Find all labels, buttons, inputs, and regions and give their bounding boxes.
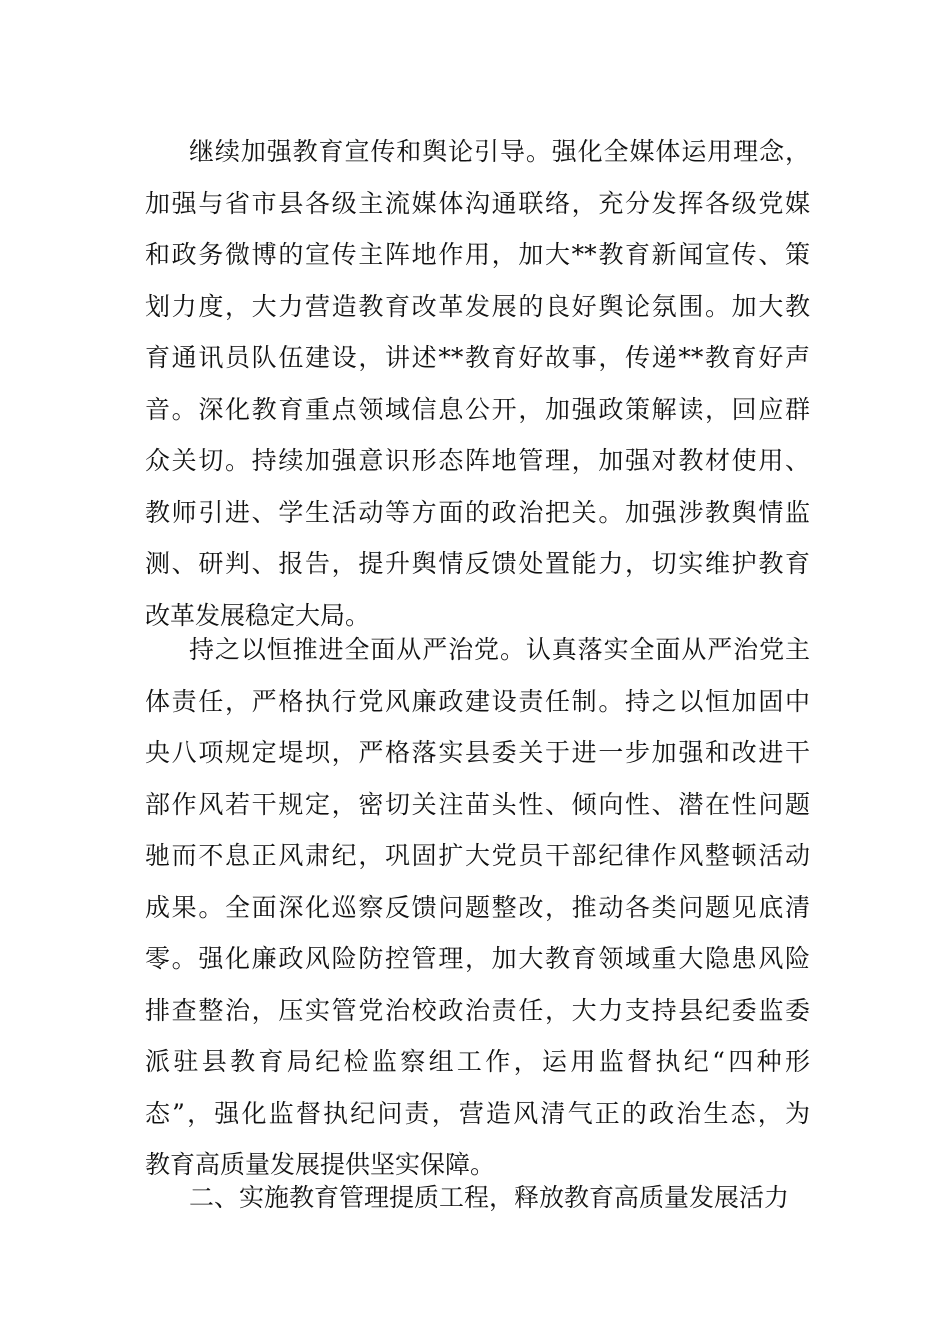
paragraph-line: 态”，强化监督执纪问责，营造风清气正的政治生态，为	[145, 1098, 810, 1128]
paragraph-line: 央八项规定堤坝，严格落实县委关于进一步加强和改进干	[145, 738, 810, 767]
paragraph-line: 继续加强教育宣传和舆论引导。强化全媒体运用理念，	[189, 137, 810, 166]
paragraph-line: 体责任，严格执行党风廉政建设责任制。持之以恒加固中	[145, 686, 810, 716]
paragraph-line: 部作风若干规定，密切关注苗头性、倾向性、潜在性问题	[145, 789, 810, 819]
paragraph-line: 派驻县教育局纪检监察组工作，运用监督执纪“四种形	[145, 1047, 810, 1076]
paragraph-line: 加强与省市县各级主流媒体沟通联络，充分发挥各级党媒	[145, 188, 810, 218]
section-heading	[145, 1172, 810, 1224]
paragraph-line: 改革发展稳定大局。	[145, 600, 371, 630]
paragraph-2	[145, 624, 810, 1191]
paragraph-line: 划力度，大力营造教育改革发展的良好舆论氛围。加大教	[145, 291, 810, 321]
paragraph-line: 持之以恒推进全面从严治党。认真落实全面从严治党主	[189, 635, 810, 664]
paragraph-line: 和政务微博的宣传主阵地作用，加大**教育新闻宣传、策	[145, 240, 810, 269]
paragraph-line: 教育高质量发展提供坚实保障。	[145, 1150, 496, 1179]
heading-line: 二、实施教育管理提质工程，释放教育高质量发展活力	[189, 1183, 790, 1212]
paragraph-line: 音。深化教育重点领域信息公开，加强政策解读，回应群	[145, 394, 810, 424]
paragraph-line: 众关切。持续加强意识形态阵地管理，加强对教材使用、	[145, 446, 810, 475]
paragraph-line: 教师引进、学生活动等方面的政治把关。加强涉教舆情监	[145, 497, 810, 527]
paragraph-line: 驰而不息正风肃纪，巩固扩大党员干部纪律作风整顿活动	[145, 841, 810, 870]
paragraph-line: 育通讯员队伍建设，讲述**教育好故事，传递**教育好声	[145, 343, 810, 372]
paragraph-line: 成果。全面深化巡察反馈问题整改，推动各类问题见底清	[145, 892, 810, 922]
paragraph-line: 排查整治，压实管党治校政治责任，大力支持县纪委监委	[145, 995, 810, 1025]
paragraph-1	[145, 126, 810, 641]
paragraph-line: 零。强化廉政风险防控管理，加大教育领域重大隐患风险	[145, 944, 810, 973]
paragraph-line: 测、研判、报告，提升舆情反馈处置能力，切实维护教育	[145, 549, 810, 578]
